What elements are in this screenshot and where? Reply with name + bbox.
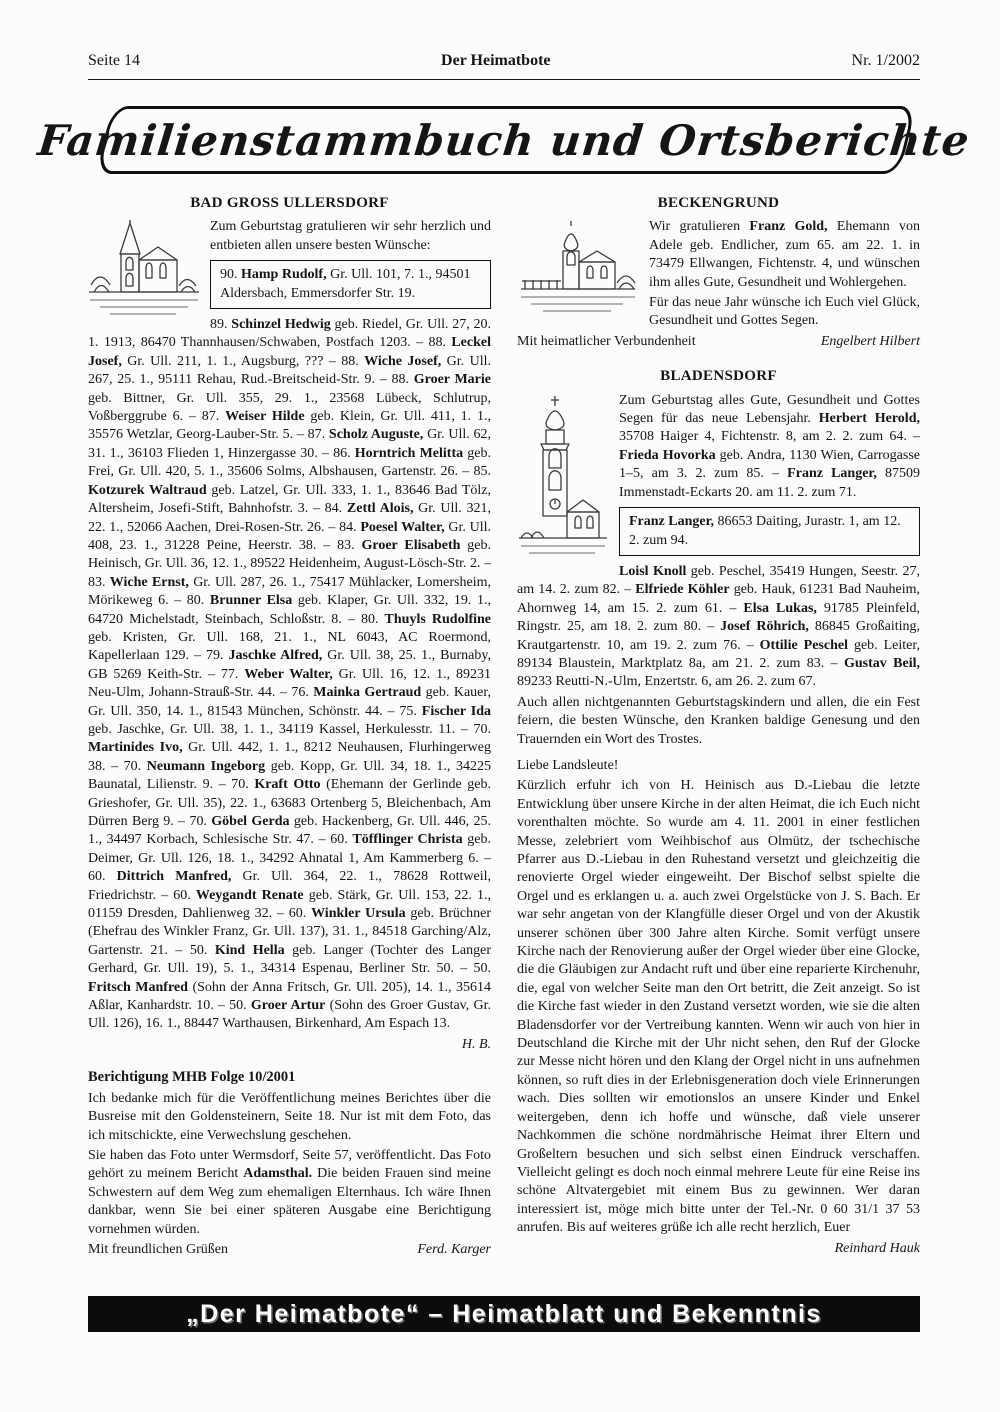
bladensdorf-wishes: Auch allen nichtgenannten Geburtstagskindern und allen, die ein Fest feiern, die besten Wünsche, den Kranken baldige Genesung und den Trauernden ein Wort des Trostes. [517, 694, 920, 747]
berichtigung-signoff [88, 1241, 491, 1259]
church-line-art-icon [88, 220, 200, 324]
beckengrund-signoff [517, 333, 920, 351]
berichtigung-paragraph-1: Ich bedanke mich für die Veröffentlichung meines Berichtes über die Busreise mit den Goldensteinern, Seite 18. Nur ist mit dem Foto, das ich mitschickte, eine Verwechslung geschehen. [88, 1090, 491, 1143]
boxed-entry-text: Franz Langer, 86653 Daiting, Jurastr. 1, am 12. 2. zum 94. [629, 514, 901, 548]
section-letter [517, 757, 920, 1258]
author-signature: Engelbert Hilbert [820, 333, 920, 349]
section-berichtigung [88, 1068, 491, 1259]
letter-signature: Reinhard Hauk [834, 1240, 920, 1256]
section-heading-bladensdorf: BLADENSDORF [660, 368, 777, 385]
beckengrund-paragraph-1: Wir gratulieren Franz Gold, Ehemann von Adele geb. Endlicher, zum 65. am 22. 1. in 73479 Ellwangen, Fichtenstr. 4, und wünschen ihm alles Gute, Gesundheit und Wohlergehen. [649, 219, 920, 290]
birthday-list-bladensdorf: Loisl Knoll geb. Peschel, 35419 Hungen, Seestr. 27, am 14. 2. zum 82. – Elfriede Köhler geb. Hauk, 61231 Bad Nauheim, Ahornweg 14, am 15. 2. zum 61. – Elsa Lukas, 91785 Pleinfeld, Ringstr. 25, am 18. 2. zum 80. – Josef Röhrich, 86845 Großaiting, Krautgartenstr. 10, am 19. 2. zum 76. – Ottilie Peschel geb. Leiter, 89134 Blaustein, Marktplatz 8a, am 21. 2. zum 83. – Gustav Beil, 89233 Reutti-N.-Ulm, Enzertstr. 6, am 26. 2. zum 67. [517, 563, 921, 690]
footer-slogan: „Der Heimatbote“ – Heimatblatt und Bekenntnis [186, 1299, 822, 1328]
closing-phrase: Mit freundlichen Grüßen [88, 1241, 228, 1257]
church-illustration-ullersdorf [88, 220, 200, 324]
left-column [88, 192, 491, 1259]
section-heading-beckengrund: BECKENGRUND [657, 195, 780, 211]
section-bad-gross-ullersdorf [88, 194, 491, 1054]
closing-phrase: Mit heimatlicher Verbundenheit [517, 333, 696, 349]
issue-number: Nr. 1/2002 [851, 52, 920, 69]
page-content [35, 52, 973, 1259]
section-heading-ullersdorf: BAD GROSS ULLERSDORF [190, 195, 389, 211]
beckengrund-paragraph-2: Für das neue Jahr wünsche ich Euch viel Glück, Gesundheit und Gottes Segen. [649, 295, 920, 329]
birthday-list-ullersdorf: 89. Schinzel Hedwig geb. Riedel, Gr. Ull. 27, 20. 1. 1913, 86470 Thannhausen/Schwaben, Postfach 1203. – 88. Leckel Josef, Gr. Ull. 211, 1. 1., Augsburg, ??? – 88. Wiche Josef, Gr. Ull. 267, 25. 1., 95111 Rehau, Rud.-Breitscheid-Str. 9. – 88. Groer Marie geb. Bittner, Gr. Ull. 355, 29. 1., 23568 Lübeck, Schlutrup, Voßberggrube 6. – 87. Weiser Hilde geb. Klein, Gr. Ull. 411, 1. 1., 35576 Wetzlar, Georg-Lauber-Str. 5. – 87. Scholz Auguste, Gr. Ull. 62, 31. 1., 36103 Flieden 1, Hinzergasse 30. – 86. Horntrich Melitta geb. Frei, Gr. Ull. 420, 5. 1., 35606 Solms, Albshausen, Gartenstr. 26. – 85. Kotzurek Waltraud geb. Latzel, Gr. Ull. 333, 1. 1., 83646 Bad Tölz, Altersheim, Josefi-Stift, Bahnhofstr. 3. – 84. Zettl Alois, Gr. Ull. 321, 22. 1., 52066 Aachen, Drei-Rosen-Str. 26. – 84. Poesel Walter, Gr. Ull. 408, 23. 1., 31228 Peine, Heerstr. 38. – 83. Groer Elisabeth geb. Heinisch, Gr. Ull. 36, 12. 1., 89522 Heidenheim, August-Lösch-Str. 2. – 83. Wiche Ernst, Gr. Ull. 287, 26. 1., 75417 Mühlacker, Lomersheim, Mörikeweg 6. – 80. Brunner Elsa geb. Klaper, Gr. Ull. 332, 19. 1., 64720 Michelstadt, Steinbach, Schloßstr. 8. – 80. Thuyls Rudolfine geb. Kristen, Gr. Ull. 168, 21. 1., NL 6043, AC Roermond, Kapellerlaan 129. – 79. Jaschke Alfred, Gr. Ull. 38, 25. 1., Burnaby, GB 5269 Keith-Str. – 77. Weber Walter, Gr. Ull. 16, 12. 1., 89231 Neu-Ulm, Johann-Strauß-Str. 44. – 76. Mainka Gertraud geb. Kauer, Gr. Ull. 350, 14. 1., 81543 München, Schönstr. 44. – 75. Fischer Ida geb. Jaschke, Gr. Ull. 38, 1. 1., 34119 Kassel, Herkulesstr. 11. – 70. Martinides Ivo, Gr. Ull. 442, 1. 1., 8212 Neuhausen, Flurhingerweg 38. – 70. Neumann Ingeborg geb. Kopp, Gr. Ull. 34, 18. 1., 34225 Baunatal, Lilienstr. 9. – 70. Kraft Otto (Ehemann der Gerlinde geb. Grieshofer, Gr. Ull. 35), 22. 1., 63683 Ortenberg 5, Bleichenbach, Am Dürren Berg 9. – 70. Göbel Gerda geb. Hackenberg, Gr. Ull. 446, 25. 1., 34497 Korbach, Schlesische Str. 47. – 60. Töfflinger Christa geb. Deimer, Gr. Ull. 126, 18. 1., 34292 Ahnatal 1, Am Kammerberg 6. – 60. Dittrich Manfred, Gr. Ull. 364, 22. 1., 78628 Rottweil, Friedrichstr. – 60. Weygandt Renate geb. Stärk, Gr. Ull. 153, 22. 1., 01159 Dresden, Dahlienweg 32. – 60. Winkler Ursula geb. Brüchner (Ehefrau des Winkler Franz, Gr. Ull. 137), 31. 1., 84518 Garching/Alz, Gartenstr. 21. – 50. Kind Hella geb. Langer (Tochter des Langer Gerhard, Gr. Ull. 19), 5. 1., 34314 Espenau, Berliner Str. 50. – 50. Fritsch Manfred (Sohn der Anna Fritsch, Gr. Ull. 205), 14. 1., 35614 Aßlar, Kanhardstr. 10. – 50. Groer Artur (Sohn des Groer Gustav, Gr. Ull. 126), 16. 1., 88447 Warthausen, Birkenhard, Am Espach 13. [88, 317, 492, 1032]
page-header [88, 52, 920, 80]
church-illustration-beckengrund [517, 220, 639, 320]
right-column [517, 192, 920, 1259]
banner-title: Familienstammbuch und Ortsberichte [35, 115, 973, 165]
section-bladensdorf [517, 367, 920, 749]
letter-salutation: Liebe Landsleute! [517, 757, 619, 773]
church-tower-line-art-icon [517, 394, 609, 562]
church-tower-illustration-bladensdorf [517, 394, 609, 562]
author-initials: H. B. [461, 1036, 491, 1052]
berichtigung-paragraph-2: Sie haben das Foto unter Wermsdorf, Seite 57, veröffentlicht. Das Foto gehört zu meinem Bericht Adamsthal. Die beiden Frauen sind meine Schwestern auf dem Weg zum ehemaligen Elternhaus. Ich wäre Ihnen dankbar, wenn Sie bei einer späteren Ausgabe eine Berichtigung vornehmen würden. [88, 1147, 492, 1237]
ullersdorf-intro: Zum Geburtstag gratulieren wir sehr herzlich und entbieten allen unsere besten Wünsche: [210, 219, 491, 253]
highlighted-birthday-box [210, 260, 491, 309]
page-number: Seite 14 [88, 52, 140, 69]
boxed-entry-text: 90. Hamp Rudolf, Gr. Ull. 101, 7. 1., 94501 Aldersbach, Emmersdorfer Str. 19. [220, 267, 471, 301]
highlighted-birthday-box [619, 507, 920, 556]
letter-body: Kürzlich erfuhr ich von H. Heinisch aus D.-Liebau die letzte Entwicklung über unsere Kirche in der alten Heimat, die ich Euch nicht vorenthalten möchte. So wurde am 4. 11. 2001 in einer festlichen Messe, zelebriert vom Weihbischof aus Olmütz, der tschechische Pfarrer aus D.-Liebau in den Ruhestand versetzt und gleichzeitig die renovierte Orgel wieder eingeweiht. Der Bischof selbst spielte die Orgel und es erklangen u. a. auch zwei Orgelstücke von J. S. Bach. Er war sehr angetan von der Klangfülle dieser Orgel und von der Akustik unserer schönen über 300 Jahre alten Kirche. Somit verfügt unsere Kirche nach der Renovierung außer der Orgel wieder über eine Glocke, die die Gläubigen zur Andacht ruft und über eine reparierte Kirchenuhr, die, egal von welcher Seite man den Ort betritt, die Zeit anzeigt. So ist die Kirche fast wieder in den Zustand versetzt worden, wie sie die alten Bladensdorfer vor der Vertreibung kannten. Wenn wir auch von hier in Deutschland die Kirche mit der Uhr nicht sehen, den Ruf der Glocke zur Messe nicht hören und den Klang der Orgel nicht in uns aufnehmen können, so ruft dies in der Erlebnisgeneration doch viele Erinnerungen wach. Dies sollten wir emotionslos an unsere Kinder und Enkel weitergeben, denn ich hoffe und wünsche, daß viele unserer Nachkommen die schöne nordmährische Heimat ihrer Eltern und Großeltern besuchen und sich selbst einen Eindruck verschaffen. Vielleicht gelingt es doch noch einmal mehrere Leute für eine Reise ins schöne Altvatergebiet mit einem Bus zu gewinnen. Wer daran interessiert ist, möge mich bitte unter der Tel.-Nr. 0 60 31/1 37 53 anrufen. Bis auf weiteres grüße ich alle recht herzlich, Euer [517, 778, 920, 1236]
chapel-line-art-icon [517, 220, 639, 320]
publication-title: Der Heimatbote [441, 52, 551, 69]
footer-banner [88, 1296, 920, 1332]
berichtigung-heading: Berichtigung MHB Folge 10/2001 [88, 1069, 296, 1086]
author-signature: Ferd. Karger [417, 1241, 491, 1257]
bladensdorf-intro: Zum Geburtstag alles Gute, Gesundheit und Gottes Segen für das neue Lebensjahr. Herbert Herold, 35708 Haiger 4, Fichtenstr. 8, am 2. 2. zum 64. – Frieda Hovorka geb. Andra, 1130 Wien, Carrogasse 1–5, am 3. 2. zum 85. – Franz Langer, 87509 Immenstadt-Eckarts 20. am 11. 2. zum 71. [619, 392, 920, 500]
two-column-layout [88, 192, 920, 1259]
section-beckengrund [517, 194, 920, 351]
section-banner [35, 106, 973, 174]
